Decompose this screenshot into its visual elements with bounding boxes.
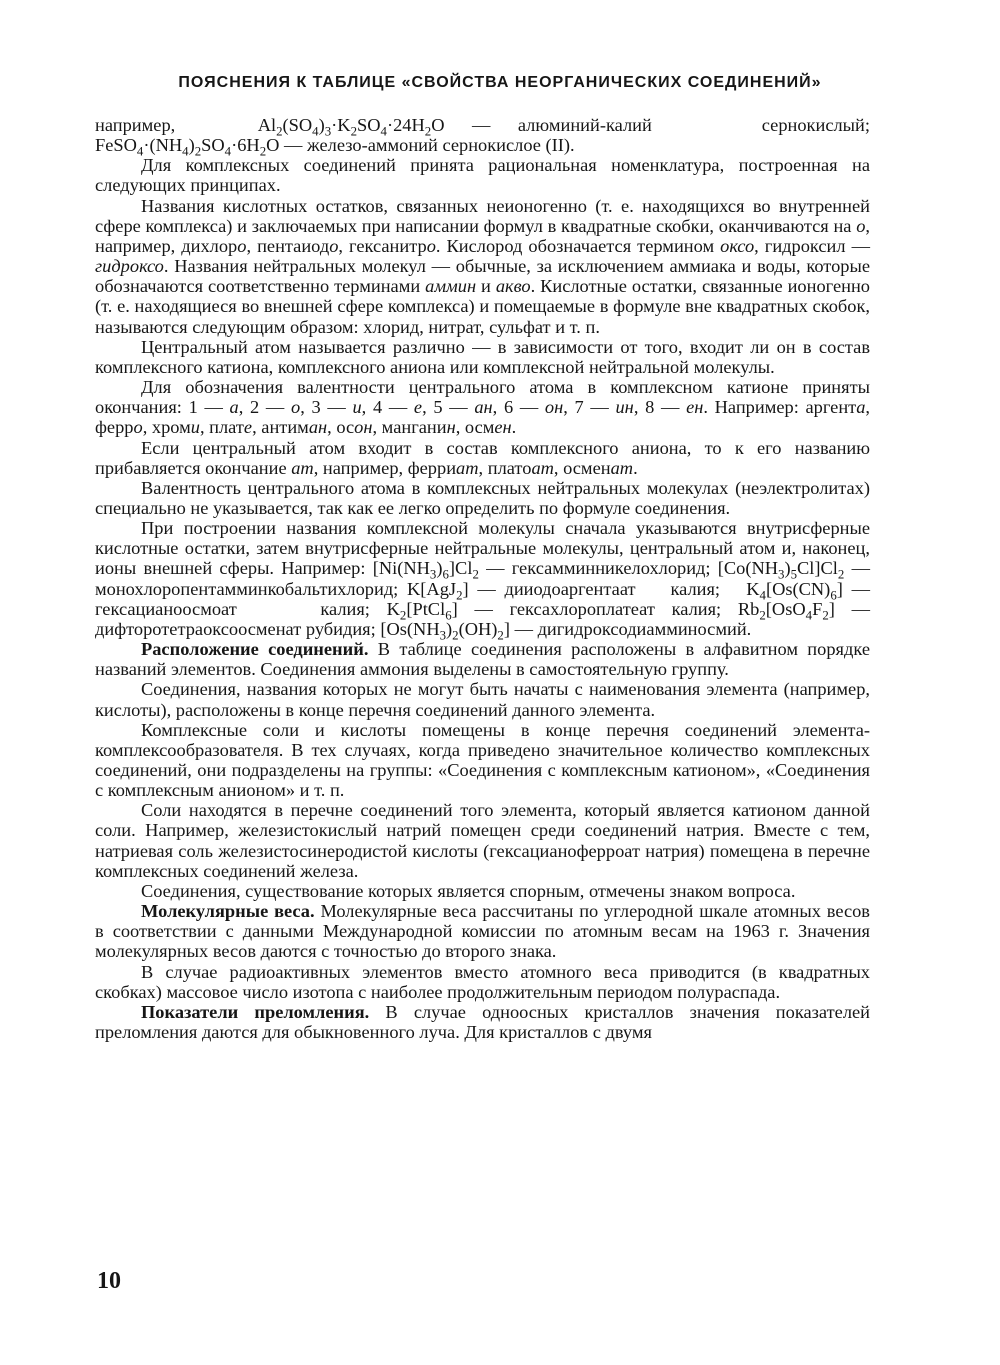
paragraph: Расположение соединений. В таблице соединения расположены в алфавитном порядке названий элементов. Соединения аммония выделены в самостоятельную группу. xyxy=(95,639,870,680)
paragraph: Названия кислотных остатков, связанных неионогенно (т. е. находящихся во внутренней сфере комплекса) и заключаемых при написании формул в квадратные скобки, оканчиваются на о, например, дихлоро, пентаиодо, гексанитро. Кислород обозначается термином оксо, гидроксил — гидроксо. Названия нейтральных молекул — обычные, за исключением аммиака и воды, которые обозначаются соответственно терминами аммин и акво. Кислотные остатки, связанные ионогенно (т. е. находящиеся во внешней сфере комплекса) и помещаемые в формуле вне квадратных скобок, называются следующим образом: хлорид, нитрат, сульфат и т. п. xyxy=(95,195,871,337)
paragraph: Молекулярные веса. Молекулярные веса рассчитаны по углеродной шкале атомных весов в соответствии с данными Международной комиссии по атомным весам на 1963 г. Значения молекулярных весов даются с точностью до второго знака. xyxy=(95,901,870,962)
page-number: 10 xyxy=(97,1268,121,1294)
paragraph: Соединения, названия которых не могут быть начаты с наименования элемента (например, кислоты), расположены в конце перечня соединений данного элемента. xyxy=(95,679,870,720)
paragraph: Если центральный атом входит в состав комплексного аниона, то к его названию прибавляется окончание ат, например, ферриат, платоат, осменат. xyxy=(95,437,870,478)
paragraph: Показатели преломления. В случае одноосных кристаллов значения показателей преломления даются для обыкновенного луча. Для кристаллов с двумя xyxy=(95,1001,870,1043)
paragraph: Для обозначения валентности центрального атома в комплексном катионе приняты окончания: 1 — а, 2 — о, 3 — и, 4 — е, 5 — ан, 6 — он, 7 — ин, 8 — ен. Например: аргента, ферро, хроми, плате, антиман, осон, манганин, осмен. xyxy=(95,377,871,438)
paragraph: Соли находятся в перечне соединений того элемента, который является катионом данной соли. Например, железистокислый натрий помещен среди соединений натрия. Вместе с тем, натриевая соль железистосинеродистой кислоты (гексацианоферроат натрия) помещена в перечне комплексных соединений железа. xyxy=(95,800,870,881)
paragraph: Для комплексных соединений принята рациональная номенклатура, построенная на следующих принципах. xyxy=(95,155,870,196)
paragraph: например, $Al_2(SO_4)_3\cdot K_2SO_4\cdot 24H_2O$ — алюминий-калий сернокислый; $FeSO_4\cdot(NH_4)_2SO_4\cdot 6H_2O$ — железо-аммоний сернокислое (II). xyxy=(95,115,870,159)
body-text xyxy=(95,115,870,1042)
paragraph: При построении названия комплексной молекулы сначала указываются внутрисферные кислотные остатки, затем внутрисферные нейтральные молекулы, центральный атом и, наконец, ионы внешней сферы. Например: $[Ni(NH_3)_6]Cl_2$ — гексамминникелохлорид; $[Co(NH_3)_5Cl]Cl_2$ — монохлоропентамминкобальтихлорид; K[AgJ$_2$] — дииодоаргентаат калия; $K_4[Os(CN)_6]$ — гексацианоосмоат калия; $K_2[PtCl_6]$ — гексахлороплатеат калия; $Rb_2[OsO_4F_2]$ — дифторотетраоксоосменат рубидия; $[Os(NH_3)_2(OH)_2]$ — дигидроксодиамминосмий. xyxy=(95,518,870,643)
paragraph: В случае радиоактивных элементов вместо атомного веса приводится (в квадратных скобках) массовое число изотопа с наиболее продолжительным периодом полураспада. xyxy=(95,961,870,1002)
page-header: ПОЯСНЕНИЯ К ТАБЛИЦЕ «СВОЙСТВА НЕОРГАНИЧЕСКИХ СОЕДИНЕНИЙ» xyxy=(178,74,822,91)
paragraph: Соединения, существование которых является спорным, отмечены знаком вопроса. xyxy=(141,880,796,901)
paragraph: Комплексные соли и кислоты помещены в конце перечня соединений элемента-комплексообразователя. В тех случаях, когда приведено значительное количество комплексных соединений, они подразделены на группы: «Соединения с комплексным катионом», «Соединения с комплексным анионом» и т. п. xyxy=(95,719,870,801)
paragraph: Центральный атом называется различно — в зависимости от того, входит ли он в состав комплексного катиона, комплексного аниона или комплексной нейтральной молекулы. xyxy=(95,336,870,377)
paragraph: Валентность центрального атома в комплексных нейтральных молекулах (неэлектролитах) специально не указывается, так как ее легко определить по формуле соединения. xyxy=(95,477,870,518)
